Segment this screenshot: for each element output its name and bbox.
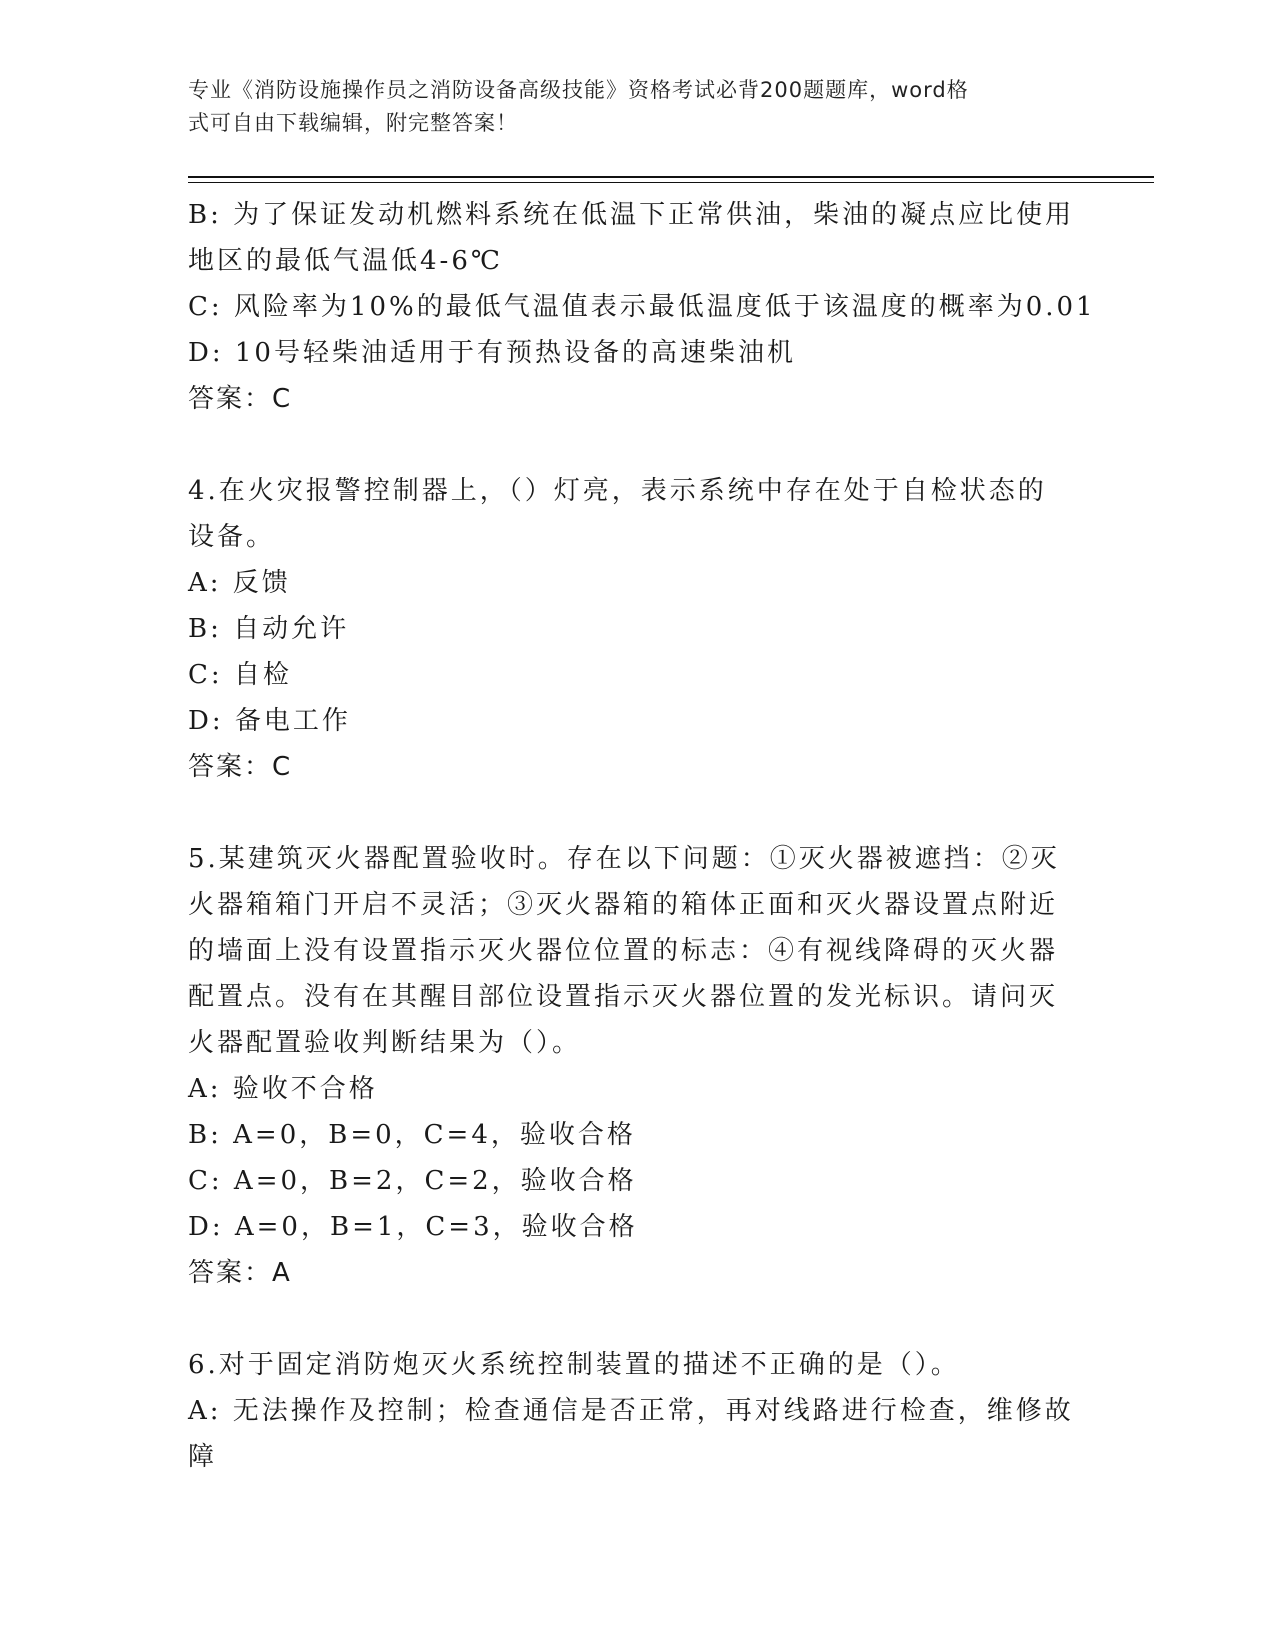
option-d: D: A=0，B=1，C=3，验收合格 [188, 1212, 638, 1242]
spacer [188, 790, 1078, 836]
option-a-line-2: 障 [188, 1442, 218, 1472]
option-a-line-1: A: 无法操作及控制；检查通信是否正常，再对线路进行检查，维修故 [188, 1396, 1074, 1426]
option-b-line-1: B: 为了保证发动机燃料系统在低温下正常供油，柴油的凝点应比使用 [188, 200, 1075, 230]
document-header [188, 74, 1088, 140]
header-divider-thick [188, 176, 1154, 178]
answer-line: 答案：C [188, 752, 293, 782]
question-5 [188, 836, 1078, 1296]
header-divider-thin [188, 182, 1154, 183]
spacer [188, 1296, 1078, 1342]
question-stem-line-2: 设备。 [188, 522, 276, 552]
header-line-2: 式可自由下载编辑，附完整答案！ [188, 111, 518, 135]
question-4 [188, 468, 1078, 790]
option-b: B: A=0，B=0，C=4，验收合格 [188, 1120, 636, 1150]
question-stem-line-1: 5.某建筑灭火器配置验收时。存在以下问题：①灭火器被遮挡：②灭 [188, 844, 1060, 874]
question-stem-line-2: 火器箱箱门开启不灵活；③灭火器箱的箱体正面和灭火器设置点附近 [188, 890, 1059, 920]
question-stem-line-4: 配置点。没有在其醒目部位设置指示灭火器位置的发光标识。请问灭 [188, 982, 1059, 1012]
option-b-line-2: 地区的最低气温低4-6℃ [188, 246, 503, 276]
question-content [188, 192, 1096, 1480]
question-stem-line-1: 4.在火灾报警控制器上，（）灯亮，表示系统中存在处于自检状态的 [188, 476, 1047, 506]
option-c: C: A=0，B=2，C=2，验收合格 [188, 1166, 637, 1196]
option-a: A: 验收不合格 [188, 1074, 378, 1104]
carryover-question [188, 192, 1096, 422]
option-c: C: 风险率为10%的最低气温值表示最低温度低于该温度的概率为0.01 [188, 292, 1096, 322]
option-b: B: 自动允许 [188, 614, 350, 644]
question-stem-line-3: 的墙面上没有设置指示灭火器位位置的标志：④有视线降碍的灭火器 [188, 936, 1059, 966]
option-c: C: 自检 [188, 660, 292, 690]
spacer [188, 422, 1078, 468]
question-6 [188, 1342, 1078, 1480]
question-stem-line-5: 火器配置验收判断结果为（）。 [188, 1028, 582, 1058]
option-d: D: 10号轻柴油适用于有预热设备的高速柴油机 [188, 338, 796, 368]
option-d: D: 备电工作 [188, 706, 351, 736]
answer-line: 答案：A [188, 1258, 292, 1288]
answer-line: 答案：C [188, 384, 293, 414]
header-line-1: 专业《消防设施操作员之消防设备高级技能》资格考试必背200题题库，word格 [188, 78, 969, 102]
option-a: A: 反馈 [188, 568, 291, 598]
question-stem: 6.对于固定消防炮灭火系统控制装置的描述不正确的是（）。 [188, 1350, 960, 1380]
